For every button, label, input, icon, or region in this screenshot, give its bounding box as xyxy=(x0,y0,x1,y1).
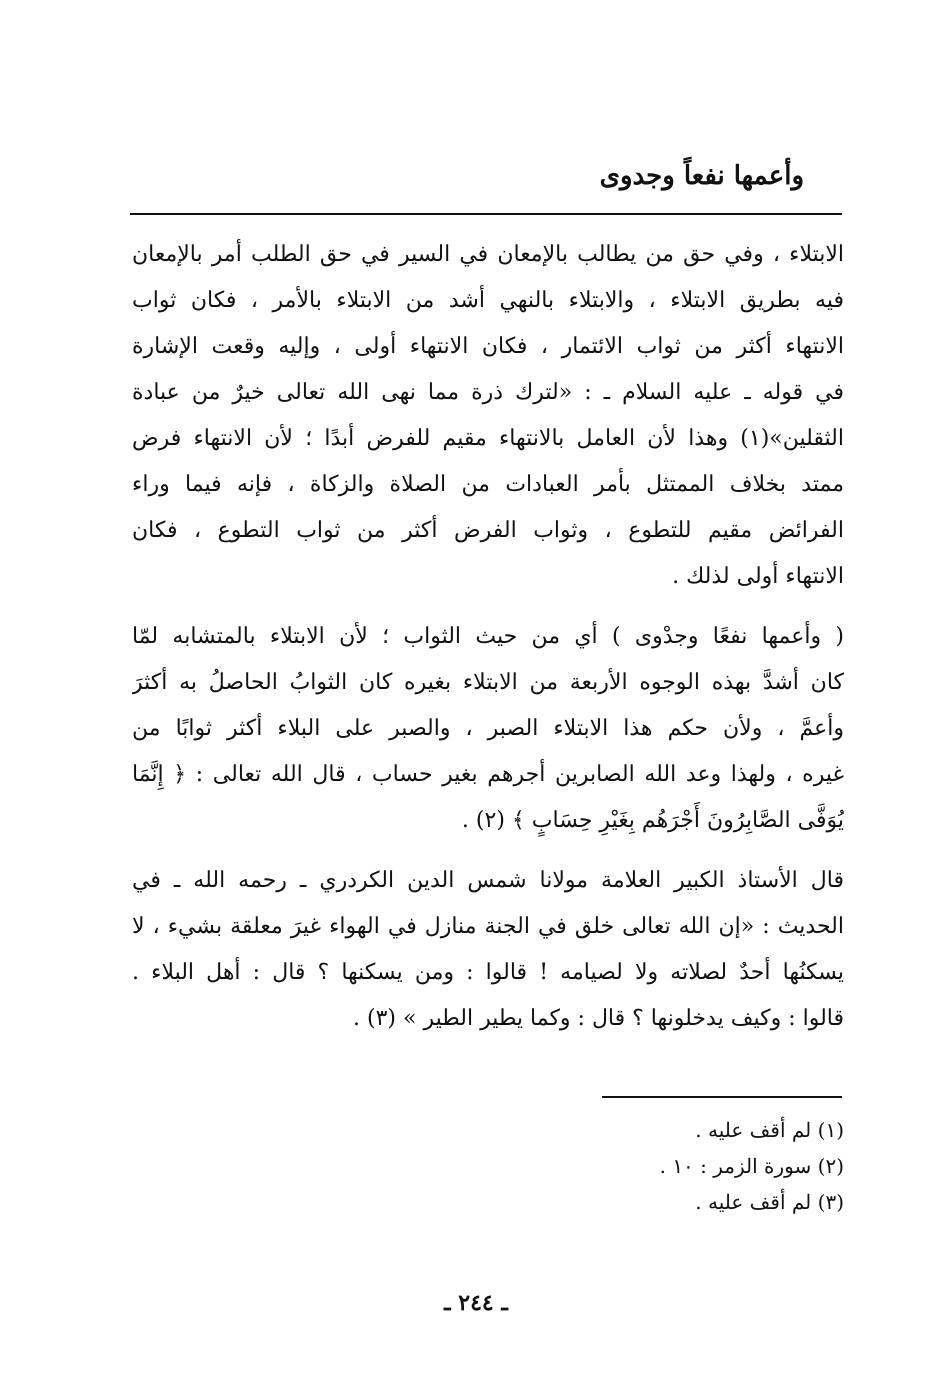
text-line: ( وأعمها نفعًا وجدْوى ) أي من حيث الثواب ؛ لأن الابتلاء بالمتشابه لمّا xyxy=(132,624,844,649)
footnotes xyxy=(464,1112,844,1220)
footnote-1: (١) لم أقف عليه . xyxy=(695,1118,844,1142)
footnote-2: (٢) سورة الزمر : ١٠ . xyxy=(659,1154,844,1178)
text-line: قالوا : وكيف يدخلونها ؟ قال : وكما يطير الطير » (٣) . xyxy=(353,1006,844,1031)
paragraph-3 xyxy=(132,858,844,1042)
text-line: وأعمَّ ، ولأن حكم هذا الابتلاء الصبر ، والصبر على البلاء أكثر ثوابًا من xyxy=(132,716,844,741)
running-header: وأعمها نفعاً وجدوى xyxy=(599,161,804,191)
header-rule xyxy=(130,213,842,215)
text-line: الانتهاء أولى لذلك . xyxy=(672,564,844,589)
text-line: في قوله ـ عليه السلام ـ : «لترك ذرة مما نهى الله تعالى خيرٌ من عبادة xyxy=(132,380,844,405)
text-line: يسكنُها أحدٌ لصلاته ولا لصيامه ! قالوا : ومن يسكنها ؟ قال : أهل البلاء . xyxy=(132,960,844,985)
text-line: الانتهاء أكثر من ثواب الائتمار ، فكان الانتهاء أولى ، وإليه وقعت الإشارة xyxy=(132,334,844,359)
paragraph-2 xyxy=(132,614,844,844)
footnote-rule xyxy=(602,1096,842,1098)
text-line: كان أشدَّ بهذه الوجوه الأربعة من الابتلاء بغيره كان الثوابُ الحاصلُ به أكثرَ xyxy=(132,670,844,695)
text-line: الابتلاء ، وفي حق من يطالب بالإمعان في السير في حق الطلب أمر بالإمعان xyxy=(132,242,844,267)
text-line: الفرائض مقيم للتطوع ، وثواب الفرض أكثر من ثواب التطوع ، فكان xyxy=(132,518,844,543)
text-line: غيره ، ولهذا وعد الله الصابرين أجرهم بغير حساب ، قال الله تعالى : ﴿ إِنَّمَا xyxy=(132,762,844,787)
paragraph-1 xyxy=(132,232,844,600)
text-line: فيه بطريق الابتلاء ، والابتلاء بالنهي أشد من الابتلاء بالأمر ، فكان ثواب xyxy=(132,288,844,313)
text-line: قال الأستاذ الكبير العلامة مولانا شمس الدين الكردري ـ رحمه الله ـ في xyxy=(132,868,844,893)
text-line: ممتد بخلاف الممتثل بأمر العبادات من الصلاة والزكاة ، فإنه فيما وراء xyxy=(132,472,844,497)
text-line: يُوَفَّى الصَّابِرُونَ أَجْرَهُم بِغَيْرِ حِسَابٍ ﴾ (٢) . xyxy=(461,808,844,833)
body-text xyxy=(132,232,844,1042)
page-number: ـ ٢٤٤ ـ xyxy=(444,1290,508,1316)
text-line: الثقلين»(١) وهذا لأن العامل بالانتهاء مقيم للفرض أبدًا ؛ لأن الانتهاء فرض xyxy=(132,426,844,451)
footnote-3: (٣) لم أقف عليه . xyxy=(695,1190,844,1214)
text-line: الحديث : «إن الله تعالى خلق في الجنة منازل في الهواء غيرَ معلقة بشيء ، لا xyxy=(132,914,844,939)
